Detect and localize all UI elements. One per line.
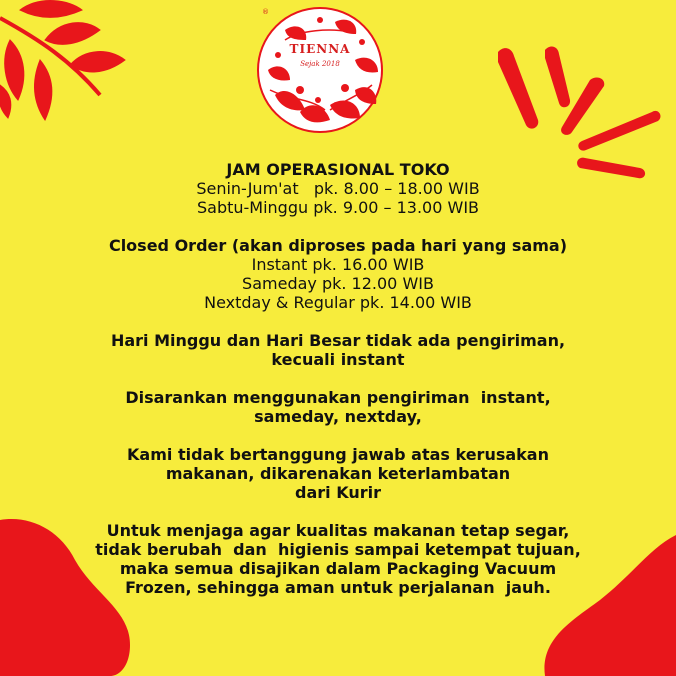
recommend-notice-line: Disarankan menggunakan pengiriman instant,	[125, 388, 551, 407]
closed-order-title: Closed Order (akan diproses pada hari yang sama)	[108, 236, 568, 255]
quality-notice-line: tidak berubah dan higienis sampai ketempat tujuan,	[95, 540, 581, 559]
closed-order-instant: Instant pk. 16.00 WIB	[251, 255, 425, 274]
recommend-notice	[60, 388, 616, 426]
quality-notice	[60, 521, 616, 597]
sunday-notice-line: Hari Minggu dan Hari Besar tidak ada pengiriman,	[110, 331, 566, 350]
store-info	[60, 160, 616, 616]
closed-order-block	[60, 236, 616, 312]
recommend-notice-line: sameday, nextday,	[254, 407, 422, 426]
quality-notice-line: Untuk menjaga agar kualitas makanan tetap segar,	[106, 521, 570, 540]
liability-notice-line: Kami tidak bertanggung jawab atas kerusakan	[127, 445, 549, 464]
quality-notice-line: maka semua disajikan dalam Packaging Vacuum	[119, 559, 557, 578]
liability-notice-line: makanan, dikarenakan keterlambatan	[165, 464, 511, 483]
operating-hours-block	[60, 160, 616, 217]
logo-brand-name: TIENNA	[289, 42, 351, 56]
logo	[255, 6, 385, 136]
operating-hours-title: JAM OPERASIONAL TOKO	[226, 160, 450, 179]
logo-tagline: Sejak 2018	[300, 60, 340, 68]
sun-rays-icon	[498, 47, 660, 179]
closed-order-sameday: Sameday pk. 12.00 WIB	[242, 274, 434, 293]
registered-mark: ®	[262, 8, 269, 16]
weekday-hours: Senin-Jum'at pk. 8.00 – 18.00 WIB	[196, 179, 480, 198]
liability-notice	[60, 445, 616, 502]
sunday-notice-line: kecuali instant	[271, 350, 405, 369]
leaf-branch-icon	[0, 1, 125, 120]
liability-notice-line: dari Kurir	[295, 483, 381, 502]
sunday-notice	[60, 331, 616, 369]
quality-notice-line: Frozen, sehingga aman untuk perjalanan jauh.	[125, 578, 551, 597]
weekend-hours: Sabtu-Minggu pk. 9.00 – 13.00 WIB	[196, 198, 480, 217]
closed-order-nextday: Nextday & Regular pk. 14.00 WIB	[204, 293, 472, 312]
